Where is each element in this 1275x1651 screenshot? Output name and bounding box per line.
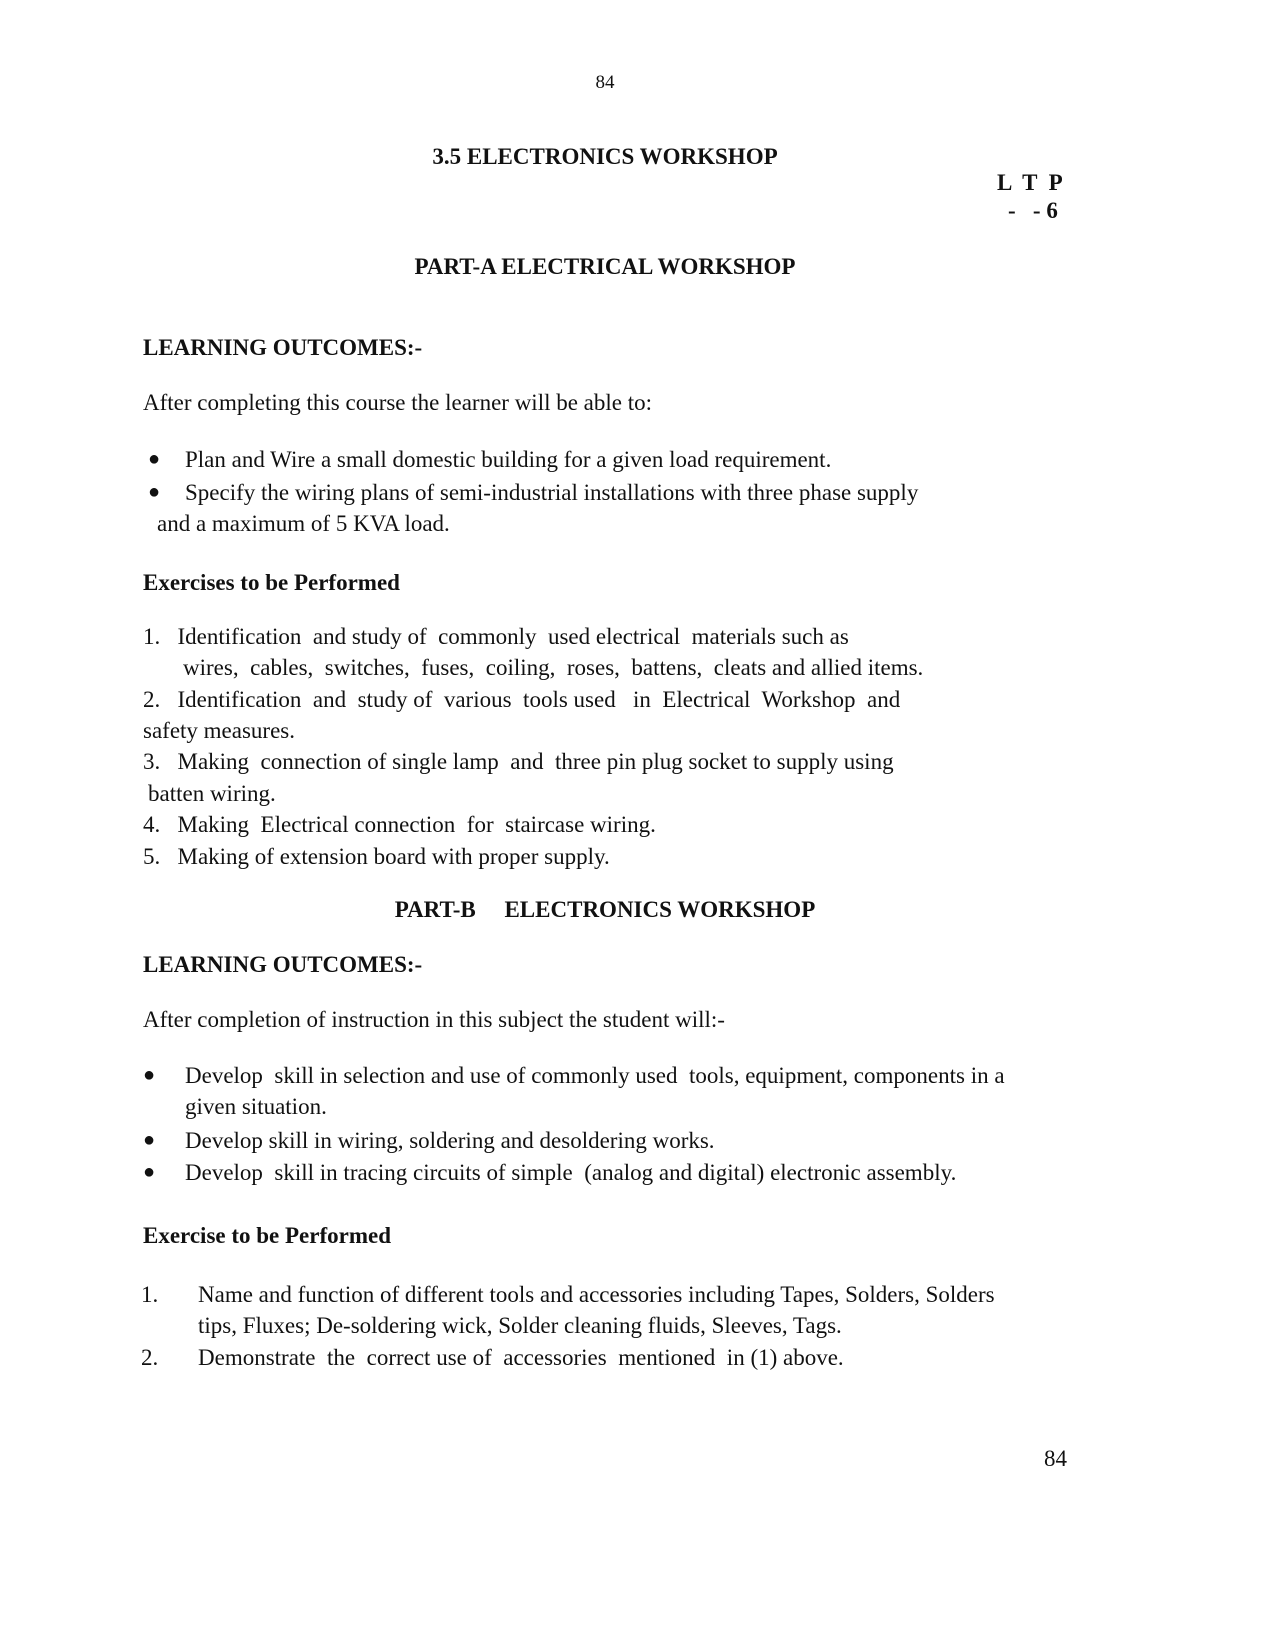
part-a-exercise-line: 3. Making connection of single lamp and three pin plug socket to supply using <box>143 749 894 774</box>
part-b-outcome: Develop skill in selection and use of commonly used tools, equipment, components in a <box>185 1063 1005 1088</box>
bullet-icon: ● <box>143 1064 156 1086</box>
part-b-exercise-number: 2. <box>141 1345 159 1370</box>
bullet-icon: ● <box>148 481 161 503</box>
part-b-outcome: Develop skill in tracing circuits of simple (analog and digital) electronic assembly. <box>185 1160 957 1185</box>
part-b-heading: PART-B ELECTRONICS WORKSHOP <box>394 897 816 922</box>
part-a-exercise-line: wires, cables, switches, fuses, coiling, roses, battens, cleats and allied items. <box>183 655 924 680</box>
part-b-outcome: Develop skill in wiring, soldering and desoldering works. <box>185 1128 715 1153</box>
bullet-icon: ● <box>143 1129 156 1151</box>
part-a-exercise-line: 5. Making of extension board with proper supply. <box>143 844 610 869</box>
ltp-values: - - 6 <box>1008 198 1058 223</box>
bullet-icon: ● <box>143 1161 156 1183</box>
part-a-learning-outcomes-heading: LEARNING OUTCOMES:- <box>143 335 423 360</box>
part-b-exercises-heading: Exercise to be Performed <box>143 1223 392 1248</box>
page-number-bottom: 84 <box>1044 1446 1067 1471</box>
part-a-exercise-line: safety measures. <box>143 718 295 743</box>
part-b-exercise-line: Demonstrate the correct use of accessories mentioned in (1) above. <box>198 1345 844 1370</box>
part-a-heading: PART-A ELECTRICAL WORKSHOP <box>414 254 796 279</box>
part-a-exercises-heading: Exercises to be Performed <box>143 570 400 595</box>
part-b-learning-outcomes-heading: LEARNING OUTCOMES:- <box>143 952 423 977</box>
part-b-intro: After completion of instruction in this subject the student will:- <box>143 1007 725 1032</box>
part-b-exercise-line: Name and function of different tools and accessories including Tapes, Solders, Solders <box>198 1282 995 1307</box>
part-a-exercise-line: 1. Identification and study of commonly used electrical materials such as <box>143 624 849 649</box>
ltp-header: L T P <box>997 170 1063 195</box>
part-b-exercise-line: tips, Fluxes; De-soldering wick, Solder cleaning fluids, Sleeves, Tags. <box>198 1313 842 1338</box>
part-b-outcome-continued: given situation. <box>185 1094 327 1119</box>
part-a-outcome-continued: and a maximum of 5 KVA load. <box>157 511 450 536</box>
document-title: 3.5 ELECTRONICS WORKSHOP <box>432 144 778 169</box>
part-a-outcome: Plan and Wire a small domestic building for a given load requirement. <box>185 447 832 472</box>
bullet-icon: ● <box>148 448 161 470</box>
part-a-intro: After completing this course the learner will be able to: <box>143 390 653 415</box>
part-a-exercise-line: 2. Identification and study of various tools used in Electrical Workshop and <box>143 687 901 712</box>
part-b-exercise-number: 1. <box>141 1282 159 1307</box>
part-a-exercise-line: 4. Making Electrical connection for staircase wiring. <box>143 812 656 837</box>
part-a-exercise-line: batten wiring. <box>148 781 276 806</box>
part-a-outcome: Specify the wiring plans of semi-industrial installations with three phase supply <box>185 480 919 505</box>
page-number-top: 84 <box>595 72 615 93</box>
